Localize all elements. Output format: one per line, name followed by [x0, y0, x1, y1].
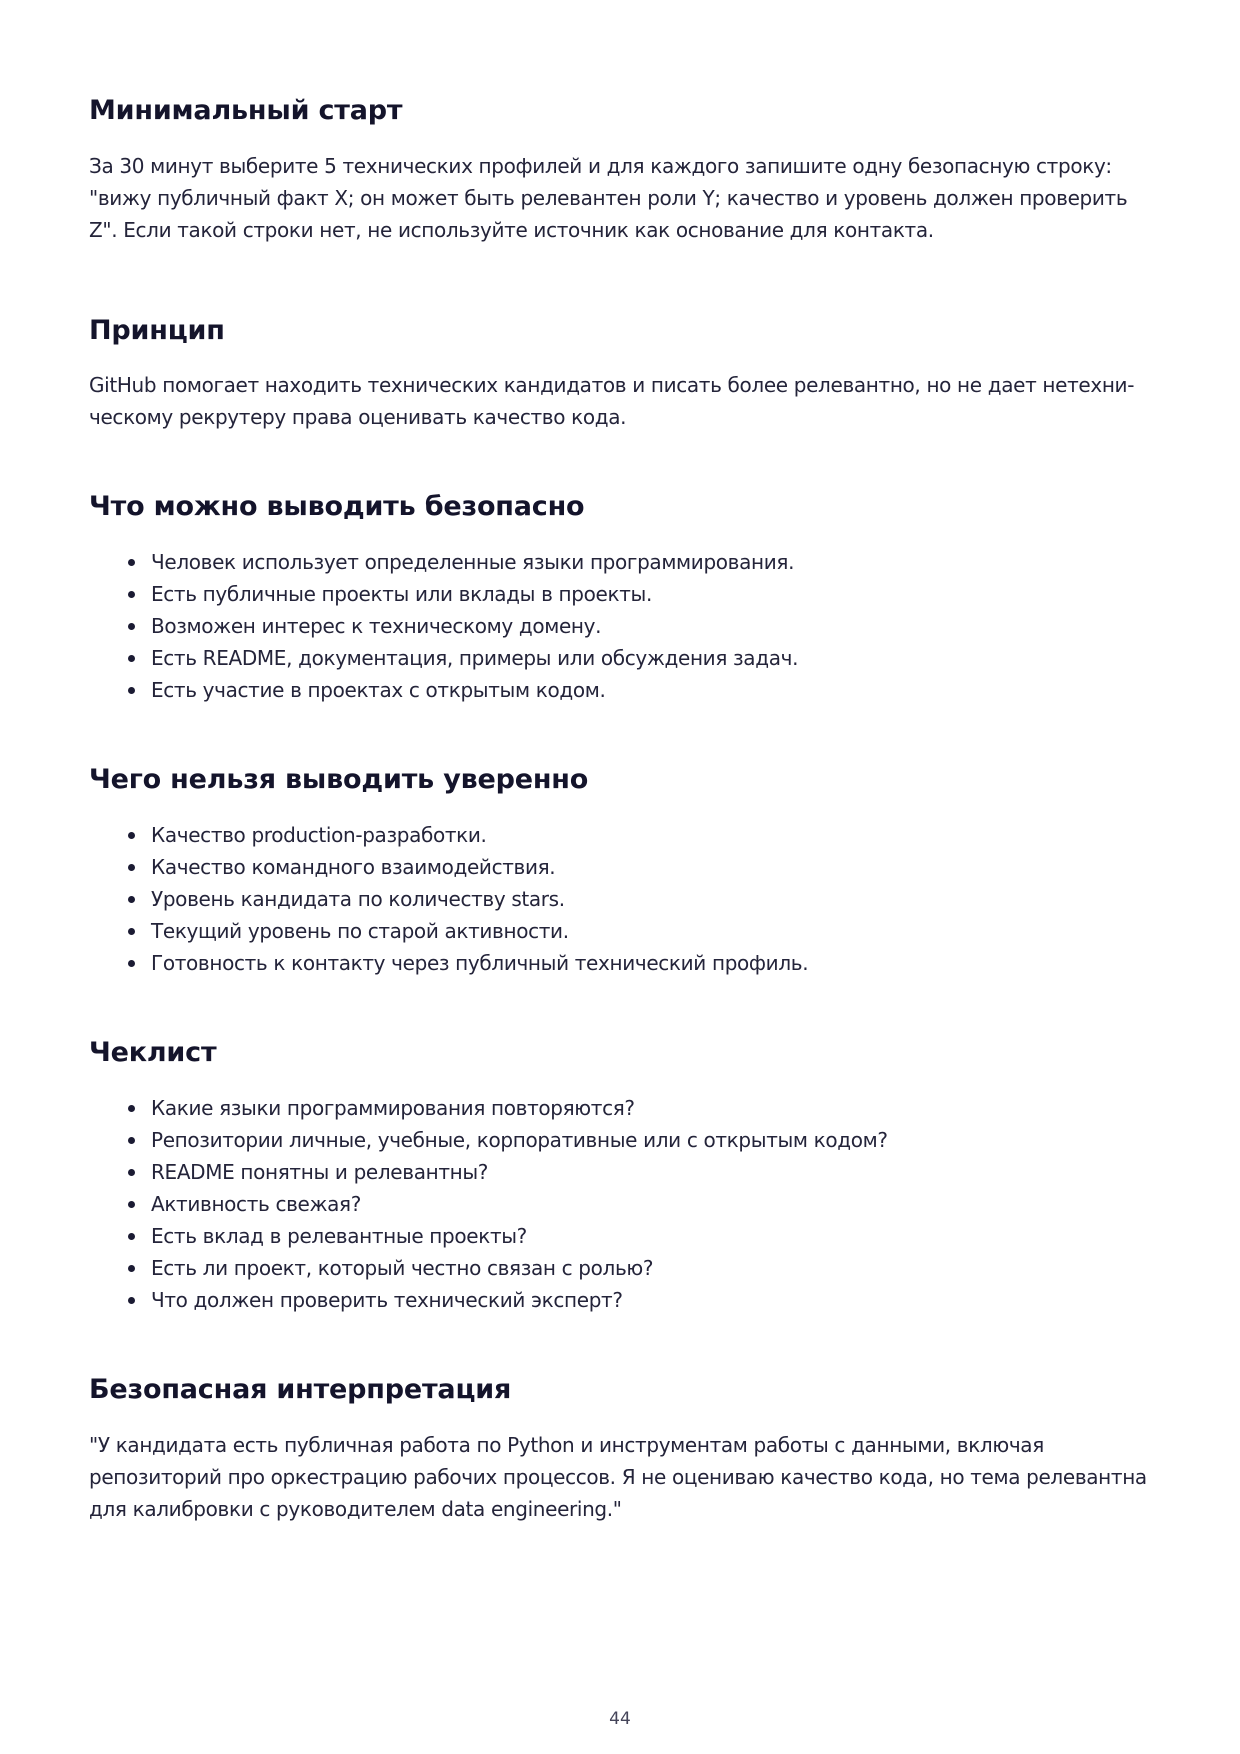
- section-minimal-start: [89, 94, 1151, 246]
- list-item: Есть публичные проекты или вклады в проекты.: [151, 578, 1151, 610]
- section-paragraph: GitHub помогает находить технических кандидатов и писать более релевантно, но не дает нетехническому рекрутеру права оценивать качество кода.: [89, 373, 1135, 429]
- section-paragraph: За 30 минут выберите 5 технических профилей и для каждого запишите одну безопасную строку: "вижу публичный факт X; он может быть релевантен роли Y; качество и уровень должен проверить Z". Если такой строки нет, не используйте источник как основание для контакта.: [89, 154, 1128, 242]
- list-item: Человек использует определенные языки программирования.: [151, 546, 1151, 578]
- section-unsafe-inferences: [89, 763, 1151, 979]
- bullet-list: [89, 546, 1151, 706]
- list-item: Качество production-разработки.: [151, 819, 1151, 851]
- section-heading: Принцип: [89, 315, 225, 346]
- section-safe-interpretation: [89, 1373, 1151, 1525]
- list-item: Какие языки программирования повторяются?: [151, 1092, 1151, 1124]
- list-item: Есть README, документация, примеры или обсуждения задач.: [151, 642, 1151, 674]
- section-heading: Чеклист: [89, 1037, 217, 1068]
- bullet-list: [89, 819, 1151, 979]
- list-item: Активность свежая?: [151, 1188, 1151, 1220]
- section-principle: [89, 314, 1151, 433]
- section-heading: Чего нельзя выводить уверенно: [89, 764, 589, 795]
- section-heading: Безопасная интерпретация: [89, 1374, 512, 1405]
- list-item: Что должен проверить технический эксперт?: [151, 1284, 1151, 1316]
- section-paragraph: "У кандидата есть публичная работа по Python и инструментам работы с данными, включая репозиторий про оркестрацию рабочих процессов. Я не оцениваю качество кода, но тема релевантна для калибровки с руководителем data engineering.": [89, 1433, 1147, 1521]
- list-item: Возможен интерес к техническому домену.: [151, 610, 1151, 642]
- list-item: Есть вклад в релевантные проекты?: [151, 1220, 1151, 1252]
- list-item: Готовность к контакту через публичный технический профиль.: [151, 947, 1151, 979]
- section-checklist: [89, 1036, 1151, 1316]
- list-item: README понятны и релевантны?: [151, 1156, 1151, 1188]
- list-item: Качество командного взаимодействия.: [151, 851, 1151, 883]
- list-item: Репозитории личные, учебные, корпоративные или с открытым кодом?: [151, 1124, 1151, 1156]
- section-heading: Что можно выводить безопасно: [89, 491, 585, 522]
- list-item: Уровень кандидата по количеству stars.: [151, 883, 1151, 915]
- bullet-list: [89, 1092, 1151, 1316]
- list-item: Текущий уровень по старой активности.: [151, 915, 1151, 947]
- section-safe-inferences: [89, 490, 1151, 706]
- page-number: 44: [609, 1709, 631, 1729]
- list-item: Есть участие в проектах с открытым кодом.: [151, 674, 1151, 706]
- list-item: Есть ли проект, который честно связан с ролью?: [151, 1252, 1151, 1284]
- section-heading: Минимальный старт: [89, 95, 403, 126]
